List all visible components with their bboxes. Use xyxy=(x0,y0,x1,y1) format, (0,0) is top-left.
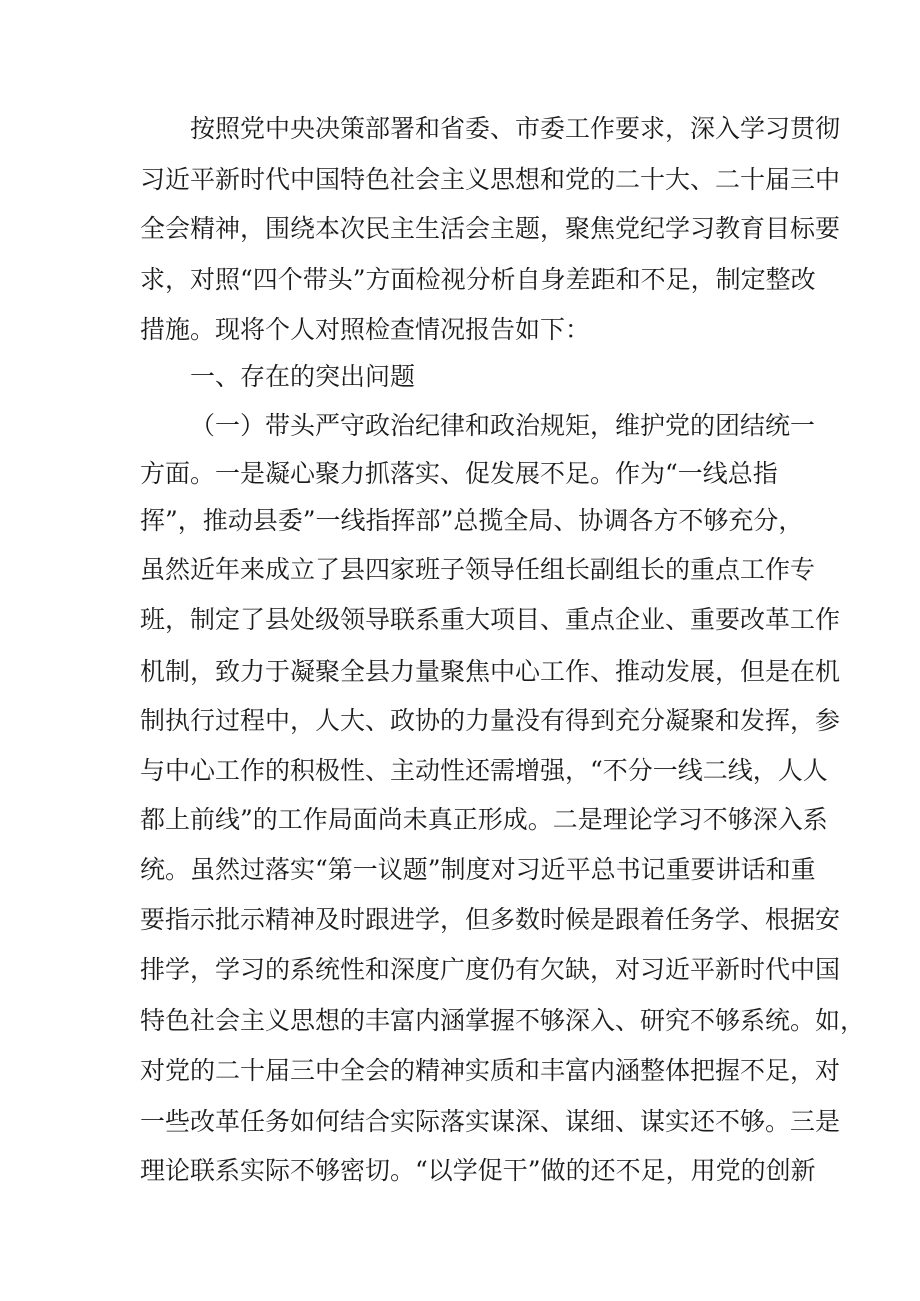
intro-line: 全会精神，围绕本次民主生活会主题，聚焦党纪学习教育目标要 xyxy=(140,214,841,243)
body-line: 特色社会主义思想的丰富内涵掌握不够深入、研究不够系统。如， xyxy=(140,1006,866,1035)
body-line: 都上前线”的工作局面尚未真正形成。二是理论学习不够深入系 xyxy=(140,805,828,834)
body-line: 理论联系实际不够密切。“以学促干”做的还不足，用党的创新 xyxy=(140,1156,816,1185)
body-line: 一些改革任务如何结合实际落实谋深、谋细、谋实还不够。三是 xyxy=(140,1107,841,1136)
body-line: 虽然近年来成立了县四家班子领导任组长副组长的重点工作专 xyxy=(140,555,816,584)
body-line: 班，制定了县处级领导联系重大项目、重点企业、重要改革工作 xyxy=(140,605,841,634)
body-line: 统。虽然过落实“第一议题”制度对习近平总书记重要讲话和重 xyxy=(140,855,816,884)
body-line: 与中心工作的积极性、主动性还需增强，“不分一线二线，人人 xyxy=(140,756,828,785)
intro-line: 求，对照“四个带头”方面检视分析自身差距和不足，制定整改 xyxy=(140,265,816,294)
body-line: 制执行过程中，人大、政协的力量没有得到充分凝聚和发挥，参 xyxy=(140,706,841,735)
body-line: 要指示批示精神及时跟进学，但多数时候是跟着任务学、根据安 xyxy=(140,905,841,934)
body-line: 方面。一是凝心聚力抓落实、促发展不足。作为“一线总指 xyxy=(140,459,778,488)
intro-line: 措施。现将个人对照检查情况报告如下： xyxy=(140,315,591,344)
body-line: 机制，致力于凝聚全县力量聚焦中心工作、推动发展，但是在机 xyxy=(140,657,841,686)
body-line: （一）带头严守政治纪律和政治规矩，维护党的团结统一 xyxy=(190,411,816,440)
section-heading: 一、存在的突出问题 xyxy=(190,362,416,391)
intro-line: 习近平新时代中国特色社会主义思想和党的二十大、二十届三中 xyxy=(140,165,841,194)
intro-line: 按照党中央决策部署和省委、市委工作要求，深入学习贯彻 xyxy=(190,114,841,143)
body-line: 对党的二十届三中全会的精神实质和丰富内涵整体把握不足，对 xyxy=(140,1056,841,1085)
body-line: 排学，学习的系统性和深度广度仍有欠缺，对习近平新时代中国 xyxy=(140,955,841,984)
body-line: 挥”，推动县委”一线指挥部”总揽全局、协调各方不够充分， xyxy=(140,506,804,535)
